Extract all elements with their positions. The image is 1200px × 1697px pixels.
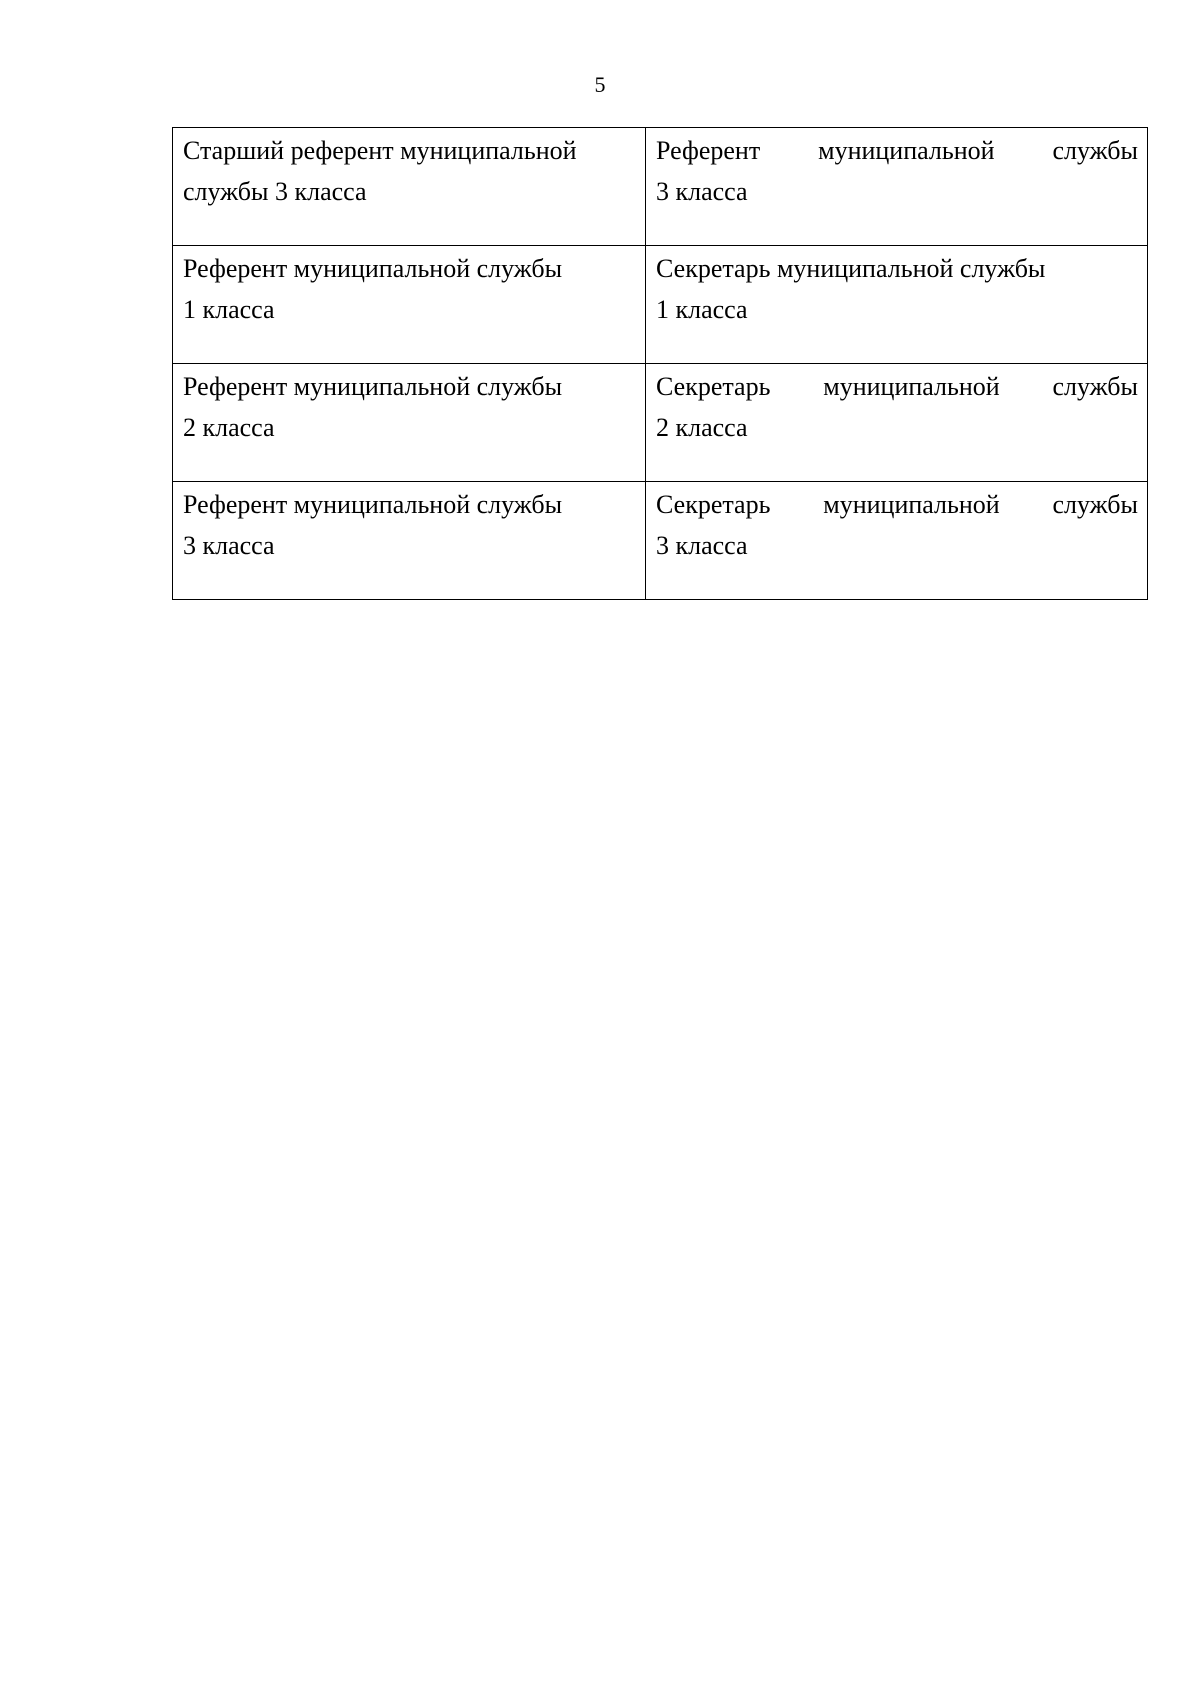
cell-line: 2 класса [183,413,275,442]
cell-word: службы [1052,372,1138,401]
cell-word: Секретарь [656,490,771,519]
table-cell-left [173,364,646,482]
cell-line: 1 класса [183,295,275,324]
table-cell-left [173,246,646,364]
table-cell-right [646,246,1148,364]
cell-word: Секретарь [656,372,771,401]
cell-line: 1 класса [656,295,748,324]
cell-line [656,366,1138,407]
table-cell-right [646,364,1148,482]
cell-line: Референт муниципальной службы [183,372,563,401]
cell-line: Референт муниципальной службы [183,254,563,283]
cell-word: муниципальной [818,136,995,165]
cell-line: службы 3 класса [183,177,367,206]
table-row [173,246,1148,364]
table-cell-left [173,482,646,600]
cell-word: службы [1052,490,1138,519]
table-cell-left [173,128,646,246]
cell-line [656,130,1138,171]
table-cell-right [646,482,1148,600]
cell-word: Референт [656,136,761,165]
cell-line: 3 класса [656,177,748,206]
cell-line: Старший референт муниципальной [183,136,577,165]
cell-word: муниципальной [823,490,1000,519]
cell-line: 2 класса [656,413,748,442]
table-cell-right [646,128,1148,246]
cell-line: 3 класса [183,531,275,560]
cell-line: Секретарь муниципальной службы [656,254,1046,283]
table-row [173,364,1148,482]
cell-word: службы [1052,136,1138,165]
page-number: 5 [594,72,606,97]
cell-line: 3 класса [656,531,748,560]
positions-table [172,127,1148,600]
table-row [173,482,1148,600]
cell-line [656,484,1138,525]
cell-word: муниципальной [823,372,1000,401]
cell-line: Референт муниципальной службы [183,490,563,519]
table-row [173,128,1148,246]
